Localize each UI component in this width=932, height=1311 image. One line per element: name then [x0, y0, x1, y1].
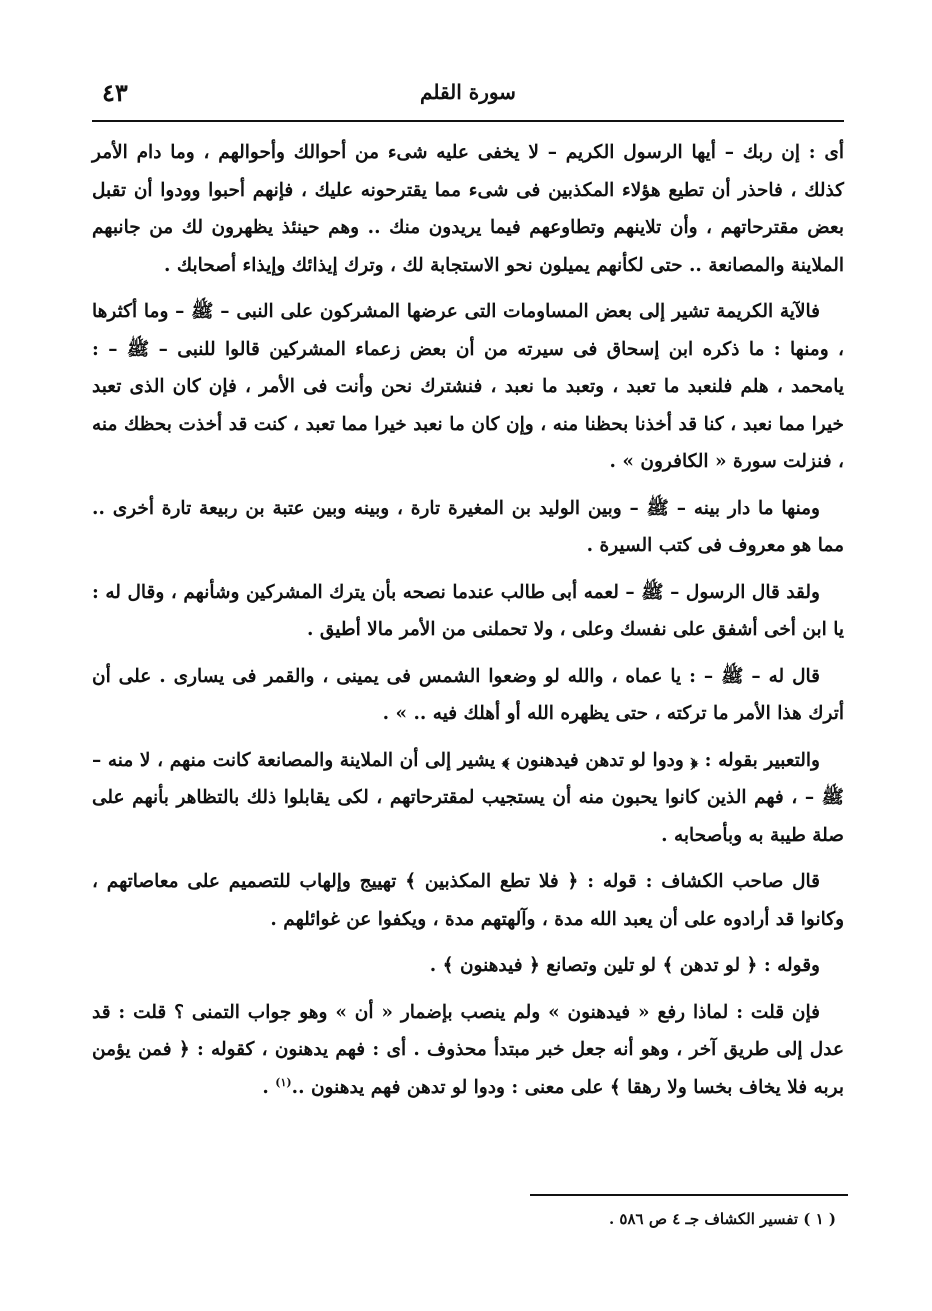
page-header [92, 78, 844, 112]
paragraph: وقوله : ﴿ لو تدهن ﴾ لو تلين وتصانع ﴿ فيدهنون ﴾ . [429, 955, 820, 976]
running-title: سورة القلم [420, 80, 516, 104]
footnote: ( ١ ) تفسير الكشاف جـ ٤ ص ٥٨٦ . [608, 1210, 836, 1228]
paragraph-last [92, 994, 844, 1107]
paragraph: فالآية الكريمة تشير إلى بعض المساومات التى عرضها المشركون على النبى – ﷺ – وما أكثرها ، ومنها : ما ذكره ابن إسحاق فى سيرته من أن بعض زعماء المشركين قالوا للنبى – ﷺ – : يامحمد ، هلم فلنعبد ما تعبد ، وتعبد ما نعبد ، فنشترك نحن وأنت فى الأمر ، فإن كان الذى تعبد خيرا مما نعبد ، كنا قد أخذنا بحظنا منه ، وإن كان ما نعبد خيرا مما تعبد ، كنت قد أخذت بحظك منه ، فنزلت سورة « الكافرون » . [92, 301, 844, 472]
footnote-rule [530, 1194, 848, 1196]
paragraph: قال صاحب الكشاف : قوله : ﴿ فلا تطع المكذبين ﴾ تهييج وإلهاب للتصميم على معاصاتهم ، وكانوا قد أرادوه على أن يعبد الله مدة ، وآلهتهم مدة ، ويكفوا عن غوائلهم . [92, 871, 844, 930]
paragraph: أى : إن ربك – أيها الرسول الكريم – لا يخفى عليه شىء من أحوالك وأحوالهم ، وما دام الأمر كذلك ، فاحذر أن تطيع هؤلاء المكذبين فى شىء مما يقترحونه عليك ، فإنهم أحبوا وودوا أن تقبل بعض مقترحاتهم ، وأن تلاينهم وتطاوعهم فيما يريدون منك .. وهم حينئذ يظهرون لك من جانبهم الملاينة والمصانعة .. حتى لكأنهم يميلون نحو الاستجابة لك ، وترك إيذائك وإيذاء أصحابك . [92, 142, 844, 276]
paragraph: قال له – ﷺ – : يا عماه ، والله لو وضعوا الشمس فى يمينى ، والقمر فى يسارى . على أن أترك هذا الأمر ما تركته ، حتى يظهره الله أو أهلك فيه .. » . [92, 665, 844, 724]
footnote-marker: (١) [275, 1075, 292, 1089]
main-text [92, 134, 844, 1115]
page-number: ٤٣ [102, 78, 128, 107]
paragraph: والتعبير بقوله : ﴿ ودوا لو تدهن فيدهنون ﴾ يشير إلى أن الملاينة والمصانعة كانت منهم ، لا منه – ﷺ – ، فهم الذين كانوا يحبون منه أن يستجيب لمقترحاتهم ، لكى يقابلوا ذلك بالتظاهر بأنهم على صلة طيبة به وبأصحابه . [92, 749, 844, 846]
header-rule [92, 120, 844, 122]
paragraph-end: . [262, 1076, 276, 1098]
paragraph: ومنها ما دار بينه – ﷺ – وبين الوليد بن المغيرة تارة ، وبينه وبين عتبة بن ربيعة تارة أخرى .. مما هو معروف فى كتب السيرة . [92, 497, 844, 556]
paragraph-text: فإن قلت : لماذا رفع « فيدهنون » ولم ينصب بإضمار « أن » وهو جواب التمنى ؟ قلت : قد عدل إلى طريق آخر ، وهو أنه جعل خبر مبتدأ محذوف . أى : فهم يدهنون ، كقوله : ﴿ فمن يؤمن بربه فلا يخاف بخسا ولا رهقا ﴾ على معنى : ودوا لو تدهن فهم يدهنون .. [92, 1001, 844, 1098]
paragraph: ولقد قال الرسول – ﷺ – لعمه أبى طالب عندما نصحه بأن يترك المشركين وشأنهم ، وقال له : يا ابن أخى أشفق على نفسك وعلى ، ولا تحملنى من الأمر مالا أطيق . [92, 581, 844, 640]
